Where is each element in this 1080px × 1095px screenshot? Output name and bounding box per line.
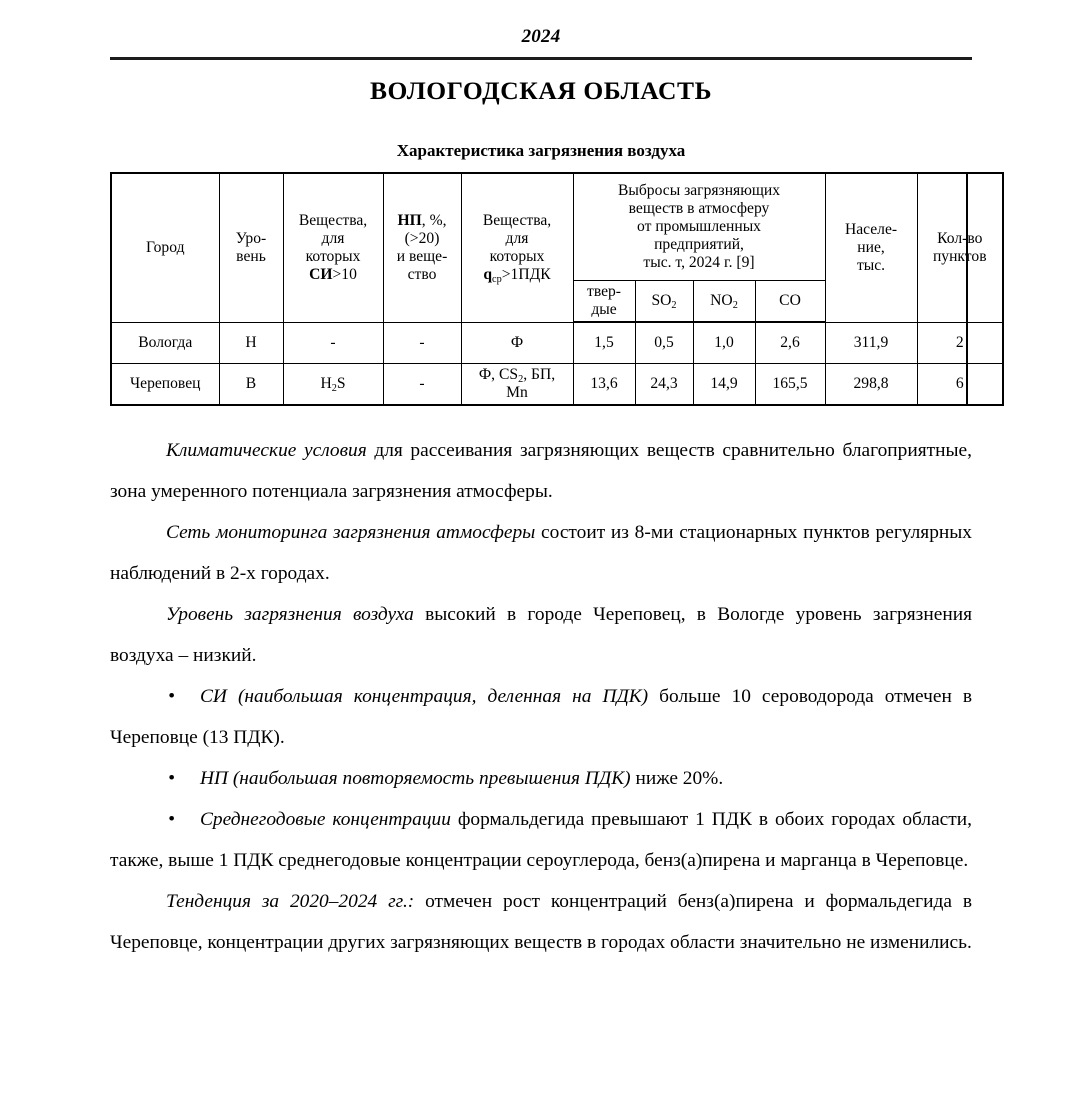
header-emissions-l2: веществ в атмосферу [628,199,770,217]
header-emissions-l3: от промышленных [637,217,761,235]
air-pollution-table-wrapper [110,172,987,406]
cell-level: В [219,364,283,406]
paragraph-climate [110,430,972,512]
table-row [111,364,1003,406]
bullet-body: ниже 20%. [630,768,724,789]
header-so2 [635,281,693,323]
header-level-l2: вень [236,247,266,265]
header-rule [110,57,972,60]
paragraph-pollution-level [110,594,972,676]
page-title: ВОЛОГОДСКАЯ ОБЛАСТЬ [369,76,713,105]
cell-si-substances: - [283,322,383,364]
header-q-symbol: q [483,265,493,283]
cell-no2: 1,0 [693,322,755,364]
header-emissions-l4: предприятий, [654,236,744,254]
running-head-year: 2024 [521,26,561,47]
bullet-lead: НП (наибольшая повторяемость превышения ПДК) [200,768,631,789]
cell-so2: 24,3 [635,364,693,406]
header-points-l1: Кол-во [937,229,983,247]
header-np-abbr: НП [397,211,422,229]
bullet-item-si [110,676,972,758]
cell-si-sub: 2 [331,382,337,394]
paragraph-body: состоит из 8-ми стационарных пунктов регулярных наблюдений в 2-х городах. [110,522,973,584]
header-city: Город [111,173,219,322]
header-np [383,173,461,322]
cell-solid: 1,5 [573,322,635,364]
header-si-abbr: СИ [309,265,333,283]
header-co: CO [755,281,825,323]
bullet-item-np [110,758,972,799]
paragraph-body: высокий в городе Череповец, в Вологде уровень загрязнения воздуха – низкий. [110,604,972,666]
cell-si-substances [283,364,383,406]
header-emissions-l1: Выбросы загрязняющих [618,181,781,199]
header-population-l3: тыс. [856,256,886,274]
bullet-lead: Среднегодовые концентрации [200,809,451,830]
body-text [110,430,972,963]
header-points-count [917,173,1003,322]
cell-population: 298,8 [825,364,917,406]
header-solid-l1: твер- [587,282,621,300]
bullet-item-annual-concentrations [110,799,972,881]
cell-so2: 0,5 [635,322,693,364]
paragraph-lead: Сеть мониторинга загрязнения атмосферы [166,522,536,543]
header-no2-sub: 2 [732,299,738,311]
header-population [825,173,917,322]
table-header-row-main [111,173,1003,281]
cell-city: Вологда [111,322,219,364]
cell-np: - [383,364,461,406]
cell-no2: 14,9 [693,364,755,406]
header-si-l1: Вещества, [298,211,368,229]
header-np-l4: ство [407,265,437,283]
cell-si-main: H [320,374,332,392]
cell-points: 2 [917,322,1003,364]
header-np-unit: , %, [421,211,447,229]
cell-si-tail: S [336,374,346,392]
paragraph-lead: Тенденция за 2020–2024 гг.: [166,891,415,912]
cell-city: Череповец [111,364,219,406]
header-si-l2: для [321,229,345,247]
header-si-l3: которых [305,247,361,265]
header-si-substances [283,173,383,322]
header-np-l3: и веще- [396,247,448,265]
bullet-body: больше 10 сероводорода отмечен в Череповце (13 ПДК). [110,686,973,748]
section-title: Характеристика загрязнения воздуха [396,141,686,160]
bullet-icon: • [168,768,175,789]
header-q-l3: которых [489,247,545,265]
cell-level: Н [219,322,283,364]
header-level [219,173,283,322]
cell-np: - [383,322,461,364]
paragraph-lead: Уровень загрязнения воздуха [166,604,414,625]
header-level-l1: Уро- [235,229,267,247]
air-pollution-table [110,172,1004,406]
header-no2 [693,281,755,323]
header-np-l2: (>20) [404,229,440,247]
cell-points: 6 [917,364,1003,406]
cell-q-part-c: Mn [506,384,528,401]
cell-q-part-a: Ф, CS [478,365,519,383]
paragraph-monitoring-network [110,512,972,594]
header-emissions-group [573,173,825,281]
paragraph-trend [110,881,972,963]
header-solid-l2: дые [591,301,617,318]
cell-q-part-b: , БП, [523,365,556,383]
header-so2-sub: 2 [671,299,677,311]
cell-solid: 13,6 [573,364,635,406]
paragraph-lead: Климатические условия [166,440,367,461]
header-q-subscript: ср [492,273,502,285]
header-si-threshold: >10 [332,265,357,283]
header-points-l2: пунктов [932,247,987,265]
cell-q-sub: 2 [518,373,524,385]
header-population-l1: Населе- [844,220,898,238]
cell-q-substances [461,364,573,406]
header-q-threshold: >1ПДК [501,265,551,283]
bullet-lead: СИ (наибольшая концентрация, деленная на ПДК) [200,686,649,707]
header-q-l1: Вещества, [482,211,552,229]
header-no2-main: NO [710,291,733,309]
cell-co: 2,6 [755,322,825,364]
paragraph-body: для рассеивания загрязняющих веществ сравнительно благоприятные, зона умеренного потенциала загрязнения атмосферы. [110,440,972,502]
bullet-body: формальдегида превышают 1 ПДК в обоих городах области, также, выше 1 ПДК среднегодовые концентрации сероуглерода, бенз(а)пирена и марганца в Череповце. [110,809,972,871]
table-row [111,322,1003,364]
paragraph-body: отмечен рост концентраций бенз(а)пирена и формальдегида в Череповце, концентрации других загрязняющих веществ в городах области значительно не изменились. [110,891,972,953]
header-q-substances [461,173,573,322]
bullet-icon: • [168,686,175,707]
header-so2-main: SO [651,291,672,309]
header-solid-particles [573,281,635,323]
header-population-l2: ние, [857,238,885,256]
cell-co: 165,5 [755,364,825,406]
header-q-l2: для [505,229,529,247]
cell-population: 311,9 [825,322,917,364]
cell-q-substances: Ф [461,322,573,364]
bullet-icon: • [168,809,175,830]
header-emissions-l5: тыс. т, 2024 г. [9] [643,254,755,272]
